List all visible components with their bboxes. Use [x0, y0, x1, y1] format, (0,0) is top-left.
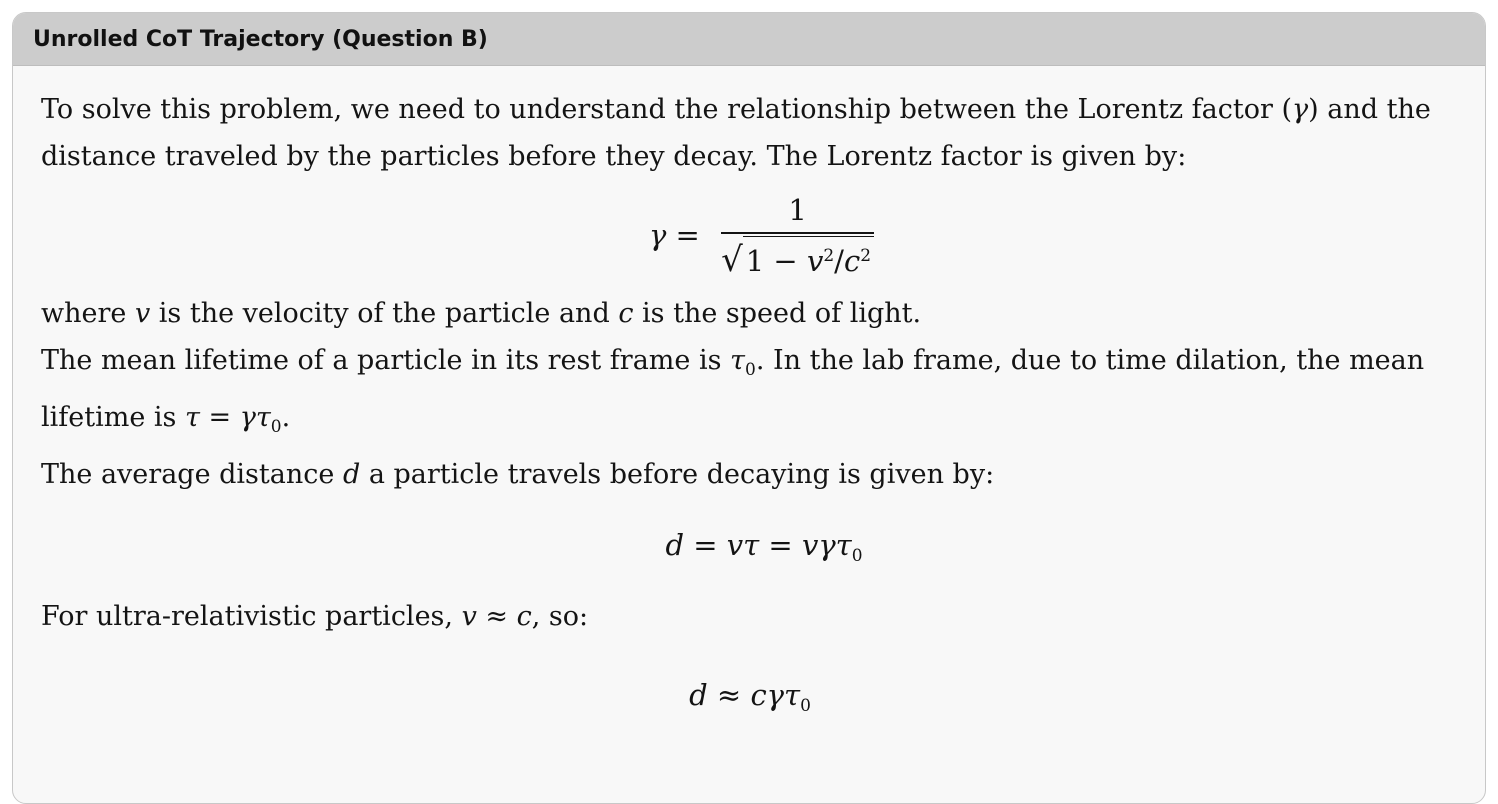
math-v-gamma-tau: vγτ	[801, 528, 852, 562]
paragraph-distance	[41, 451, 1457, 498]
text: . In the lab frame, due to time dilation, the mean lifetime is	[41, 345, 1425, 433]
math-c: c	[618, 298, 634, 329]
math-d: d	[665, 528, 685, 562]
cot-trajectory-box	[12, 12, 1486, 804]
math-sub: 0	[851, 546, 863, 566]
equation-distance-approx	[41, 640, 1457, 750]
math-equals: =	[199, 402, 240, 433]
paragraph-intro	[41, 86, 1457, 180]
math-sup: 2	[860, 245, 872, 266]
sqrt-body	[743, 236, 874, 280]
math-v: v	[134, 298, 151, 329]
paragraph-ultra-relativistic	[41, 593, 1457, 640]
math-c-gamma-tau: cγτ	[750, 678, 801, 712]
fraction-denominator	[721, 234, 874, 280]
math-equals: =	[759, 528, 802, 562]
text: For ultra-relativistic particles,	[41, 601, 462, 632]
math-sub: 0	[800, 696, 811, 716]
equation-distance	[41, 498, 1457, 593]
math-gamma-tau: γτ	[239, 402, 271, 433]
math-v: v	[806, 243, 824, 278]
box-content	[13, 66, 1485, 750]
text: The average distance	[41, 459, 343, 490]
text: a particle travels before decaying is given by:	[360, 459, 995, 490]
math-gamma: γ	[648, 217, 667, 252]
math-c: c	[516, 601, 532, 632]
math-sub: 0	[270, 417, 282, 437]
math-text: 1 −	[745, 243, 807, 278]
paragraph-where	[41, 290, 1457, 337]
math-sub: 0	[744, 360, 756, 380]
math-v: v	[461, 601, 477, 632]
text: is the velocity of the particle and	[150, 298, 619, 329]
sqrt-icon: √	[721, 239, 743, 280]
math-c: c	[843, 243, 861, 278]
math-d: d	[689, 678, 708, 712]
box-title	[13, 13, 1485, 66]
math-slash: /	[834, 243, 844, 278]
paragraph-lifetime	[41, 337, 1457, 451]
math-approx: ≈	[707, 678, 751, 712]
math-d: d	[342, 459, 361, 490]
equation-lorentz-factor	[41, 180, 1457, 290]
math-v-tau: vτ	[726, 528, 760, 562]
text: ) and the distance traveled by the particles before they decay. The Lorentz factor is given by:	[41, 94, 1431, 172]
math-approx: ≈	[476, 601, 517, 632]
text: The mean lifetime of a particle in its rest frame is	[41, 345, 731, 376]
fraction-numerator: 1	[788, 193, 807, 228]
text: where	[41, 298, 135, 329]
math-equals: =	[684, 528, 727, 562]
math-gamma: γ	[1292, 94, 1309, 125]
text: , so:	[531, 601, 589, 632]
text: is the speed of light.	[633, 298, 922, 329]
math-tau: τ	[730, 345, 745, 376]
math-equals: =	[666, 217, 710, 252]
text: To solve this problem, we need to understand the relationship between the Lorentz factor (	[41, 94, 1293, 125]
math-sup: 2	[823, 245, 835, 266]
text: .	[281, 402, 291, 433]
math-tau: τ	[184, 402, 200, 433]
fraction	[721, 190, 874, 280]
box-title-text: Unrolled CoT Trajectory (Question B)	[33, 26, 488, 52]
